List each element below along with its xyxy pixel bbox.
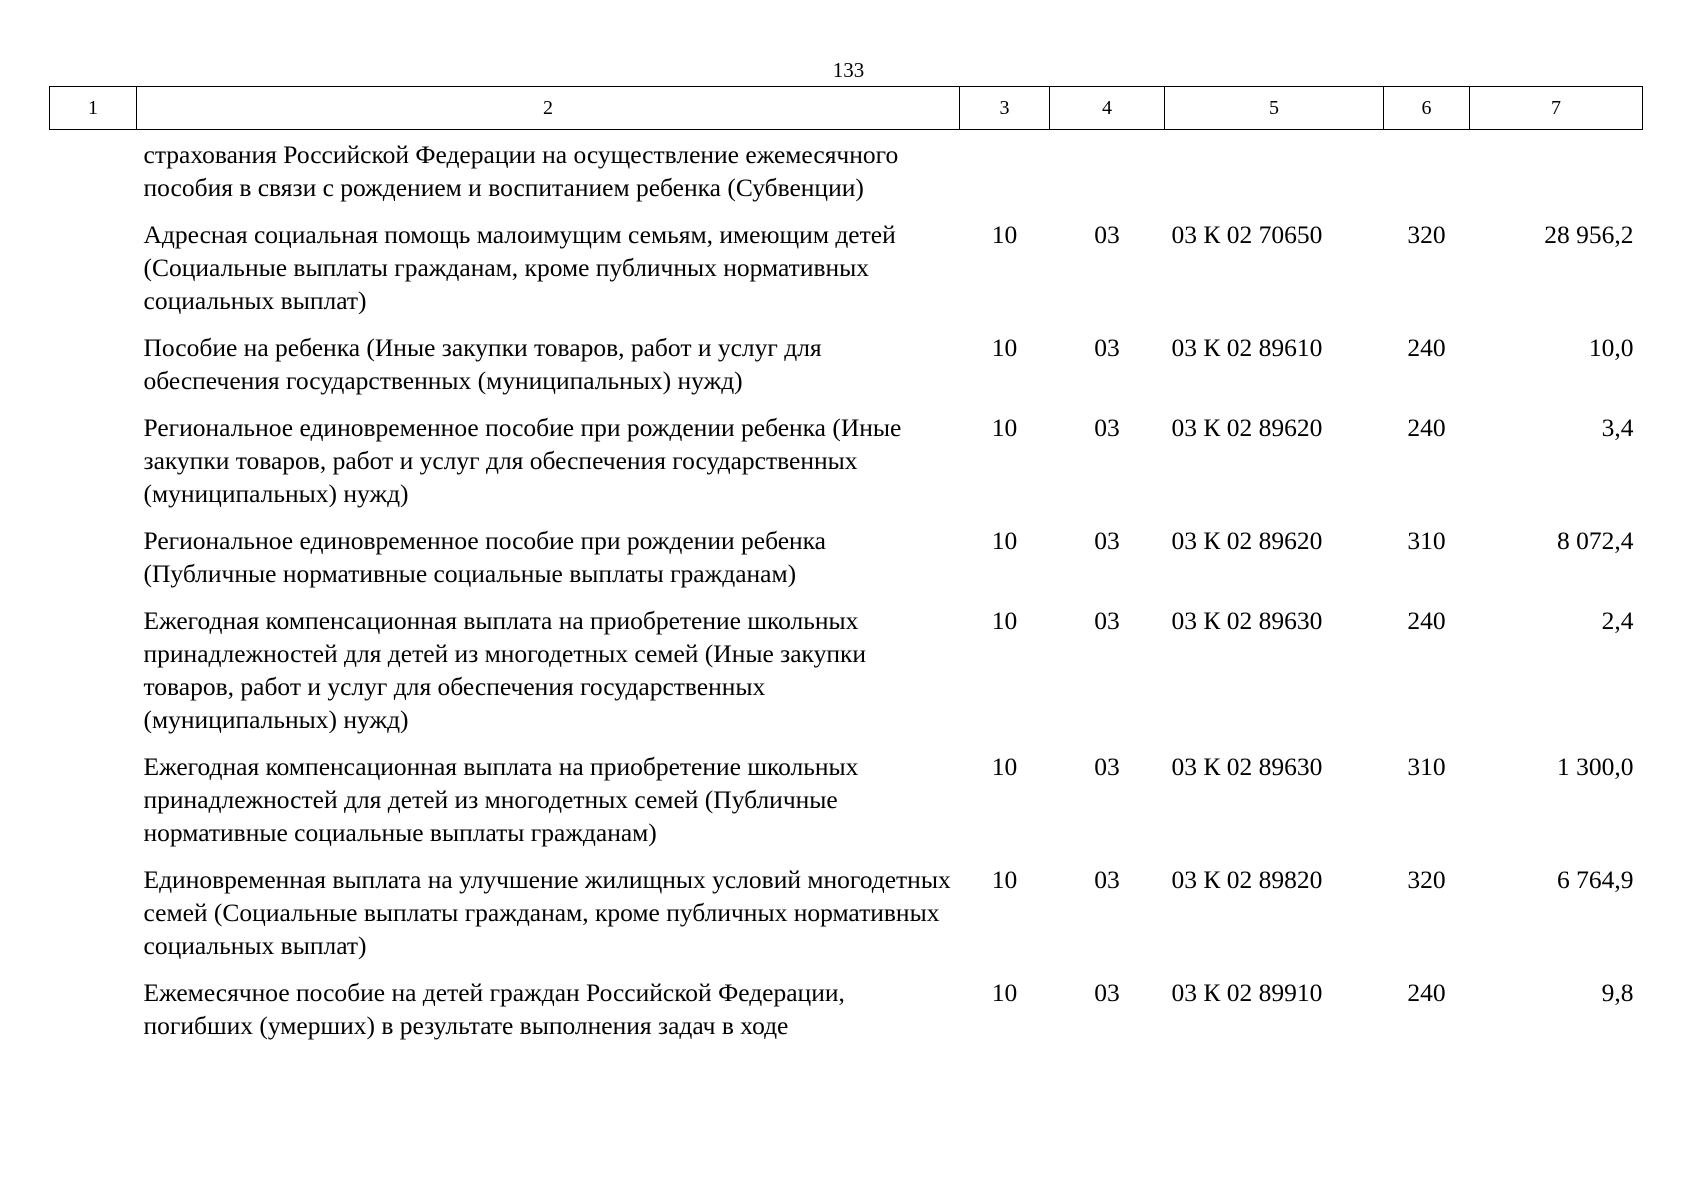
row-section: 10 — [991, 526, 1018, 555]
table-row — [50, 397, 1643, 510]
row-target-article: 03 К 02 89820 — [1171, 865, 1323, 894]
row-subsection: 03 — [1094, 865, 1120, 894]
table-row — [50, 962, 1643, 1042]
row-amount: 3,4 — [1601, 413, 1634, 442]
row-section: 10 — [991, 752, 1018, 781]
row-subsection: 03 — [1094, 333, 1120, 362]
row-expense-type: 240 — [1407, 333, 1446, 362]
row-expense-type: 240 — [1407, 413, 1446, 442]
row-name: Ежегодная компенсационная выплата на приобретение школьных принадлежностей для детей из многодетных семей (Иные закупки товаров, работ и услуг для обеспечения государственных (муниципальных) нужд) — [143, 606, 867, 734]
table-row — [50, 849, 1643, 962]
row-subsection: 03 — [1094, 526, 1120, 555]
table-row — [50, 130, 1643, 205]
row-name: Ежегодная компенсационная выплата на приобретение школьных принадлежностей для детей из многодетных семей (Публичные нормативные социальные выплаты гражданам) — [143, 752, 859, 847]
row-target-article: 03 К 02 89630 — [1171, 606, 1323, 635]
table-row — [50, 510, 1643, 590]
row-target-article: 03 К 02 89630 — [1171, 752, 1323, 781]
row-name: страхования Российской Федерации на осуществление ежемесячного пособия в связи с рождением и воспитанием ребенка (Субвенции) — [143, 140, 899, 202]
row-name: Единовременная выплата на улучшение жилищных условий многодетных семей (Социальные выплаты гражданам, кроме публичных нормативных социальных выплат) — [143, 865, 951, 960]
row-name: Региональное единовременное пособие при рождении ребенка (Публичные нормативные социальные выплаты гражданам) — [143, 526, 826, 588]
row-target-article: 03 К 02 89620 — [1171, 413, 1323, 442]
row-name: Региональное единовременное пособие при рождении ребенка (Иные закупки товаров, работ и услуг для обеспечения государственных (муниципальных) нужд) — [143, 413, 902, 508]
row-amount: 1 300,0 — [1557, 752, 1634, 781]
row-target-article: 03 К 02 89620 — [1171, 526, 1323, 555]
table-body — [50, 130, 1643, 1043]
row-amount: 28 956,2 — [1544, 220, 1634, 249]
row-section — [960, 130, 1050, 205]
row-section: 10 — [991, 220, 1018, 249]
header-col-2: 2 — [137, 87, 960, 130]
row-subsection — [1050, 130, 1165, 205]
row-section: 10 — [991, 978, 1018, 1007]
row-expense-type: 240 — [1407, 978, 1446, 1007]
page-number: 133 — [832, 58, 865, 82]
row-amount: 2,4 — [1601, 606, 1634, 635]
row-target-article: 03 К 02 89610 — [1171, 333, 1323, 362]
row-amount: 9,8 — [1601, 978, 1634, 1007]
row-expense-type: 320 — [1407, 865, 1446, 894]
header-col-4: 4 — [1050, 87, 1165, 130]
row-section: 10 — [991, 413, 1018, 442]
row-subsection: 03 — [1094, 413, 1120, 442]
row-amount: 10,0 — [1588, 333, 1634, 362]
row-amount: 6 764,9 — [1557, 865, 1634, 894]
row-section: 10 — [991, 333, 1018, 362]
row-expense-type: 310 — [1407, 526, 1446, 555]
row-expense-type: 320 — [1407, 220, 1446, 249]
header-col-6: 6 — [1384, 87, 1470, 130]
row-name: Ежемесячное пособие на детей граждан Российской Федерации, погибших (умерших) в результате выполнения задач в ходе — [143, 978, 845, 1040]
row-subsection: 03 — [1094, 220, 1120, 249]
row-section: 10 — [991, 865, 1018, 894]
header-col-3: 3 — [960, 87, 1050, 130]
header-row — [50, 87, 1643, 130]
row-expense-type: 240 — [1407, 606, 1446, 635]
header-col-7: 7 — [1470, 87, 1643, 130]
row-amount: 8 072,4 — [1557, 526, 1634, 555]
table-row — [50, 317, 1643, 397]
row-subsection: 03 — [1094, 606, 1120, 635]
header-col-5: 5 — [1165, 87, 1384, 130]
row-target-article: 03 К 02 70650 — [1171, 220, 1323, 249]
row-name: Адресная социальная помощь малоимущим семьям, имеющим детей (Социальные выплаты гражданам, кроме публичных нормативных социальных выплат) — [143, 220, 896, 315]
row-expense-type — [1384, 130, 1470, 205]
table-row — [50, 204, 1643, 317]
row-target-article — [1165, 130, 1384, 205]
row-subsection: 03 — [1094, 752, 1120, 781]
row-section: 10 — [991, 606, 1018, 635]
row-name: Пособие на ребенка (Иные закупки товаров, работ и услуг для обеспечения государственных (муниципальных) нужд) — [143, 333, 822, 395]
row-amount — [1470, 130, 1643, 205]
table-row — [50, 590, 1643, 736]
budget-table — [49, 86, 1643, 1042]
row-target-article: 03 К 02 89910 — [1171, 978, 1323, 1007]
row-expense-type: 310 — [1407, 752, 1446, 781]
table-header — [50, 87, 1643, 130]
table-row — [50, 736, 1643, 849]
header-col-1: 1 — [50, 87, 137, 130]
row-subsection: 03 — [1094, 978, 1120, 1007]
